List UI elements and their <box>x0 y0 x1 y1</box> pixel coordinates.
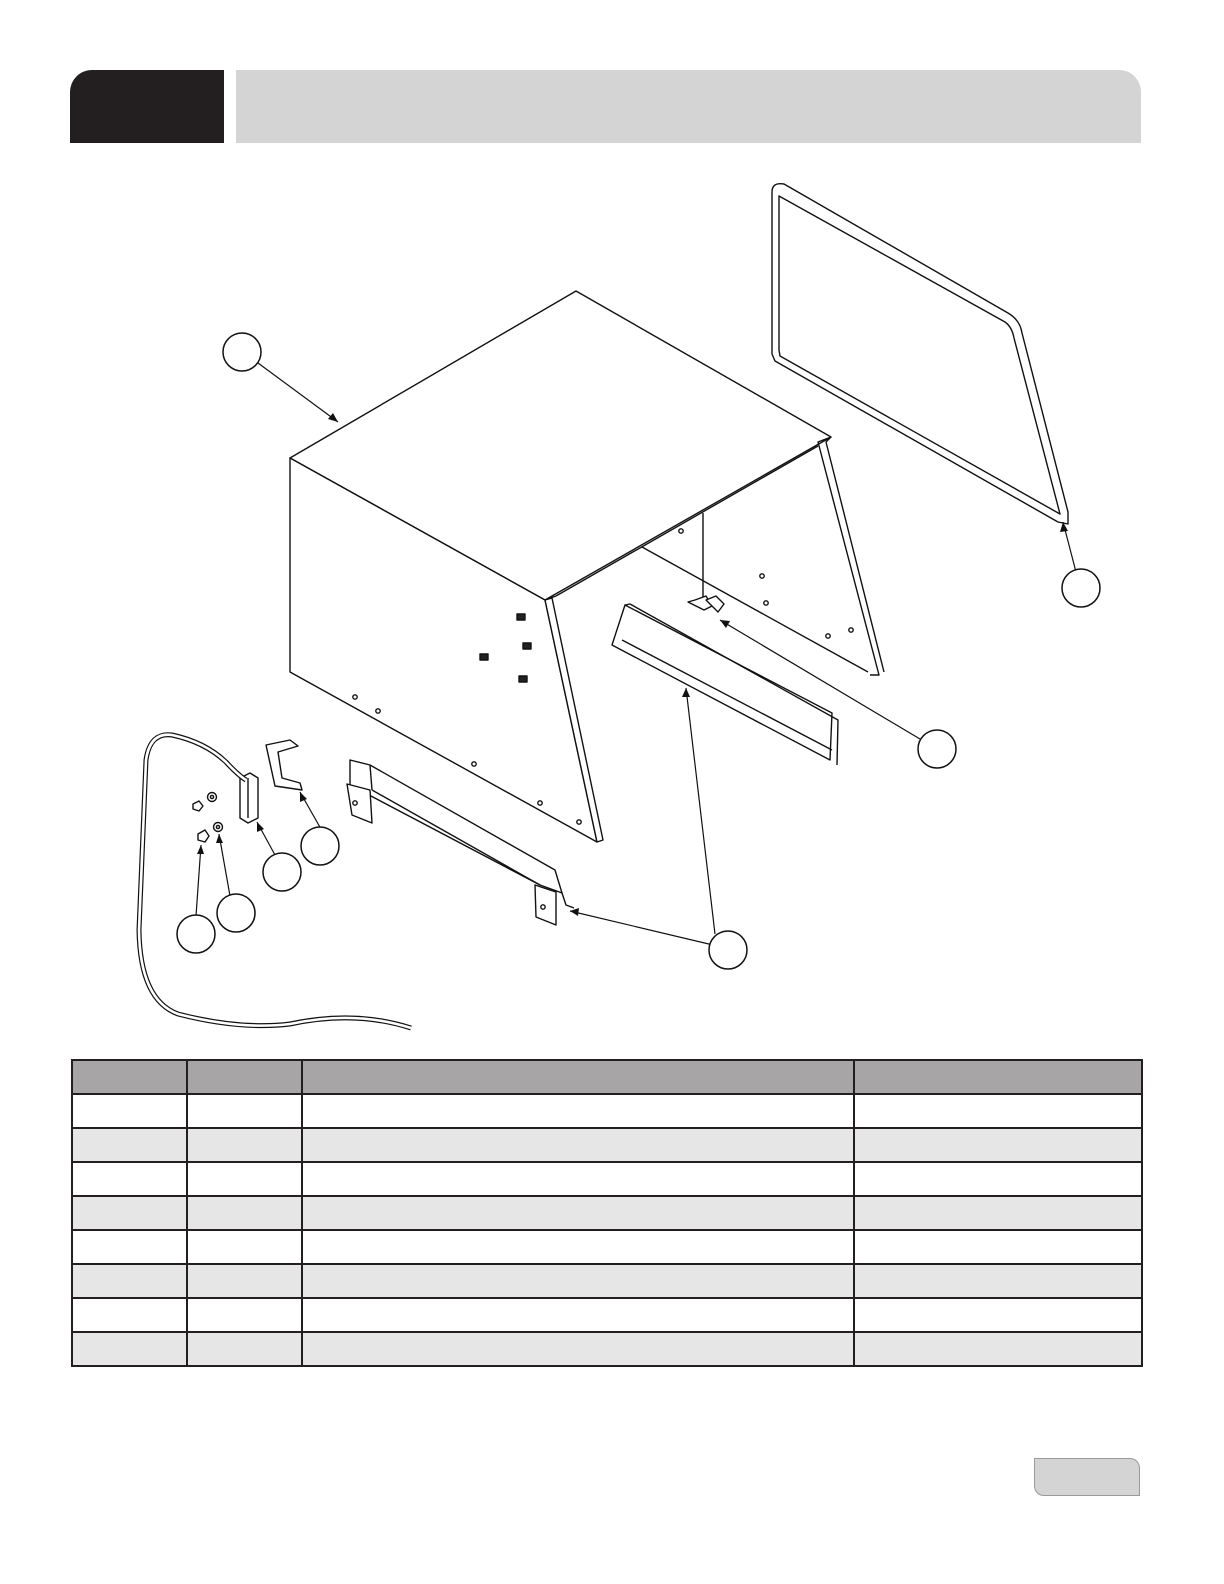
table-cell <box>187 1094 302 1128</box>
table-cell <box>854 1298 1142 1332</box>
angle-rail <box>612 604 838 765</box>
callout-latch <box>918 730 956 768</box>
column-header <box>854 1060 1142 1094</box>
table-cell <box>187 1128 302 1162</box>
table-row <box>72 1230 1142 1264</box>
table-cell <box>187 1332 302 1366</box>
latch-bracket <box>688 596 724 612</box>
table-cell <box>854 1332 1142 1366</box>
table-cell <box>187 1196 302 1230</box>
table-cell <box>302 1196 854 1230</box>
page-number-tab <box>1034 1458 1140 1496</box>
table-cell <box>854 1094 1142 1128</box>
table-cell <box>72 1196 187 1230</box>
exploded-parts-diagram <box>0 150 1224 1050</box>
table-cell <box>187 1298 302 1332</box>
callout-washer <box>217 894 255 932</box>
table-cell <box>72 1298 187 1332</box>
section-label <box>70 70 224 143</box>
table-row <box>72 1196 1142 1230</box>
table-cell <box>302 1094 854 1128</box>
table-cell <box>302 1128 854 1162</box>
table-row <box>72 1162 1142 1196</box>
gasket-frame <box>772 184 1068 524</box>
table-cell <box>302 1162 854 1196</box>
callout-hinge <box>263 853 301 891</box>
table-row <box>72 1332 1142 1366</box>
title-bar <box>236 70 1141 143</box>
table-row <box>72 1094 1142 1128</box>
table-cell <box>72 1094 187 1128</box>
page-title <box>236 70 1141 143</box>
table-cell <box>187 1264 302 1298</box>
table-row <box>72 1298 1142 1332</box>
parts-list-table <box>71 1059 1143 1367</box>
table-cell <box>72 1230 187 1264</box>
table-row <box>72 1264 1142 1298</box>
clip-bracket <box>266 740 302 790</box>
table-row <box>72 1128 1142 1162</box>
table-cell <box>302 1230 854 1264</box>
callout-hood <box>223 333 261 371</box>
table-cell <box>187 1162 302 1196</box>
table-cell <box>72 1128 187 1162</box>
table-cell <box>854 1196 1142 1230</box>
table-cell <box>302 1264 854 1298</box>
table-cell <box>854 1264 1142 1298</box>
table-cell <box>72 1162 187 1196</box>
table-header-row <box>72 1060 1142 1094</box>
table-cell <box>854 1162 1142 1196</box>
column-header <box>302 1060 854 1094</box>
hood-cover <box>290 291 884 842</box>
table-cell <box>854 1230 1142 1264</box>
column-header <box>187 1060 302 1094</box>
washer <box>208 793 223 832</box>
table-cell <box>302 1298 854 1332</box>
table-cell <box>302 1332 854 1366</box>
callout-rails <box>709 931 747 969</box>
table-cell <box>854 1128 1142 1162</box>
table-cell <box>72 1264 187 1298</box>
callout-gasket <box>1062 569 1100 607</box>
column-header <box>72 1060 187 1094</box>
hex-nut <box>193 801 209 842</box>
table-cell <box>72 1332 187 1366</box>
section-tab <box>70 70 224 143</box>
table-cell <box>187 1230 302 1264</box>
callout-clip <box>301 827 339 865</box>
callout-nut <box>177 915 215 953</box>
